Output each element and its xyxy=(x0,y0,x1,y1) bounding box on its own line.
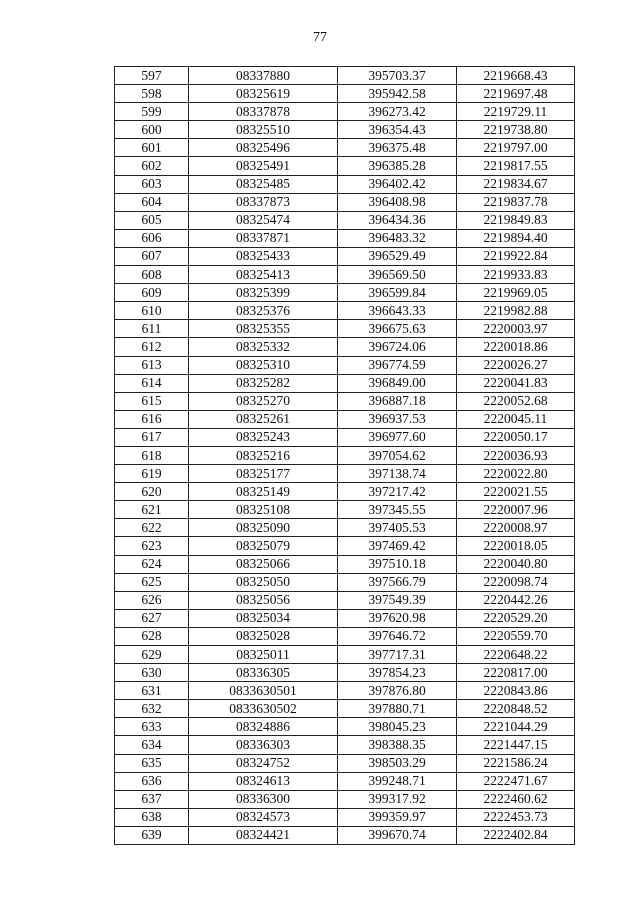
point-id-cell: 08337880 xyxy=(189,67,338,85)
point-id-cell: 08336305 xyxy=(189,664,338,682)
point-id-cell: 08325474 xyxy=(189,211,338,229)
x-coordinate-cell: 397549.39 xyxy=(338,591,457,609)
table-row xyxy=(115,700,575,718)
table-row xyxy=(115,193,575,211)
point-id-cell: 08325332 xyxy=(189,338,338,356)
point-id-cell: 08325066 xyxy=(189,555,338,573)
y-coordinate-cell: 2219729.11 xyxy=(457,103,575,121)
y-coordinate-cell: 2221586.24 xyxy=(457,754,575,772)
point-number-cell: 636 xyxy=(115,772,189,790)
point-id-cell: 08325485 xyxy=(189,175,338,193)
point-number-cell: 633 xyxy=(115,718,189,736)
table-row xyxy=(115,591,575,609)
point-id-cell: 08325413 xyxy=(189,266,338,284)
point-number-cell: 626 xyxy=(115,591,189,609)
x-coordinate-cell: 396408.98 xyxy=(338,193,457,211)
point-number-cell: 599 xyxy=(115,103,189,121)
x-coordinate-cell: 399670.74 xyxy=(338,826,457,844)
point-number-cell: 634 xyxy=(115,736,189,754)
x-coordinate-cell: 396675.63 xyxy=(338,320,457,338)
x-coordinate-cell: 396385.28 xyxy=(338,157,457,175)
point-number-cell: 598 xyxy=(115,85,189,103)
table-row xyxy=(115,247,575,265)
y-coordinate-cell: 2222402.84 xyxy=(457,826,575,844)
y-coordinate-cell: 2220040.80 xyxy=(457,555,575,573)
table-row xyxy=(115,501,575,519)
y-coordinate-cell: 2220848.52 xyxy=(457,700,575,718)
point-id-cell: 08325496 xyxy=(189,139,338,157)
point-number-cell: 614 xyxy=(115,374,189,392)
y-coordinate-cell: 2219668.43 xyxy=(457,67,575,85)
x-coordinate-cell: 396375.48 xyxy=(338,139,457,157)
point-id-cell: 08324573 xyxy=(189,808,338,826)
y-coordinate-cell: 2220022.80 xyxy=(457,465,575,483)
table-row xyxy=(115,736,575,754)
table-row xyxy=(115,338,575,356)
y-coordinate-cell: 2219849.83 xyxy=(457,211,575,229)
point-id-cell: 08324752 xyxy=(189,754,338,772)
x-coordinate-cell: 396483.32 xyxy=(338,229,457,247)
y-coordinate-cell: 2220008.97 xyxy=(457,519,575,537)
coordinates-table xyxy=(114,66,575,845)
point-number-cell: 609 xyxy=(115,284,189,302)
table-row xyxy=(115,609,575,627)
point-number-cell: 629 xyxy=(115,646,189,664)
table-row xyxy=(115,754,575,772)
y-coordinate-cell: 2222453.73 xyxy=(457,808,575,826)
x-coordinate-cell: 396849.00 xyxy=(338,374,457,392)
x-coordinate-cell: 397054.62 xyxy=(338,446,457,464)
x-coordinate-cell: 397717.31 xyxy=(338,646,457,664)
table-row xyxy=(115,555,575,573)
y-coordinate-cell: 2219969.05 xyxy=(457,284,575,302)
point-number-cell: 616 xyxy=(115,410,189,428)
table-row xyxy=(115,410,575,428)
table-row xyxy=(115,446,575,464)
table-row xyxy=(115,302,575,320)
x-coordinate-cell: 399359.97 xyxy=(338,808,457,826)
point-number-cell: 611 xyxy=(115,320,189,338)
x-coordinate-cell: 398045.23 xyxy=(338,718,457,736)
y-coordinate-cell: 2220026.27 xyxy=(457,356,575,374)
point-id-cell: 08325108 xyxy=(189,501,338,519)
table-row xyxy=(115,139,575,157)
point-id-cell: 08325261 xyxy=(189,410,338,428)
point-number-cell: 602 xyxy=(115,157,189,175)
point-id-cell: 0833630502 xyxy=(189,700,338,718)
y-coordinate-cell: 2221447.15 xyxy=(457,736,575,754)
x-coordinate-cell: 397405.53 xyxy=(338,519,457,537)
y-coordinate-cell: 2219834.67 xyxy=(457,175,575,193)
table-row xyxy=(115,85,575,103)
table-row xyxy=(115,646,575,664)
x-coordinate-cell: 399317.92 xyxy=(338,790,457,808)
point-id-cell: 08337873 xyxy=(189,193,338,211)
point-number-cell: 632 xyxy=(115,700,189,718)
table-row xyxy=(115,428,575,446)
table-row xyxy=(115,121,575,139)
x-coordinate-cell: 398388.35 xyxy=(338,736,457,754)
page-number: 77 xyxy=(313,30,327,45)
table-row xyxy=(115,519,575,537)
y-coordinate-cell: 2220036.93 xyxy=(457,446,575,464)
y-coordinate-cell: 2219797.00 xyxy=(457,139,575,157)
y-coordinate-cell: 2219817.55 xyxy=(457,157,575,175)
point-id-cell: 08324886 xyxy=(189,718,338,736)
x-coordinate-cell: 395942.58 xyxy=(338,85,457,103)
x-coordinate-cell: 396569.50 xyxy=(338,266,457,284)
x-coordinate-cell: 396937.53 xyxy=(338,410,457,428)
point-number-cell: 618 xyxy=(115,446,189,464)
y-coordinate-cell: 2220098.74 xyxy=(457,573,575,591)
x-coordinate-cell: 397138.74 xyxy=(338,465,457,483)
table-row xyxy=(115,808,575,826)
point-number-cell: 637 xyxy=(115,790,189,808)
point-id-cell: 08325034 xyxy=(189,609,338,627)
point-id-cell: 08325510 xyxy=(189,121,338,139)
point-id-cell: 08325491 xyxy=(189,157,338,175)
y-coordinate-cell: 2220045.11 xyxy=(457,410,575,428)
point-id-cell: 08324613 xyxy=(189,772,338,790)
x-coordinate-cell: 397620.98 xyxy=(338,609,457,627)
y-coordinate-cell: 2219837.78 xyxy=(457,193,575,211)
y-coordinate-cell: 2219894.40 xyxy=(457,229,575,247)
point-number-cell: 623 xyxy=(115,537,189,555)
point-number-cell: 607 xyxy=(115,247,189,265)
x-coordinate-cell: 396887.18 xyxy=(338,392,457,410)
y-coordinate-cell: 2220843.86 xyxy=(457,682,575,700)
point-number-cell: 619 xyxy=(115,465,189,483)
point-id-cell: 08325149 xyxy=(189,483,338,501)
table-row xyxy=(115,229,575,247)
x-coordinate-cell: 395703.37 xyxy=(338,67,457,85)
point-id-cell: 08325050 xyxy=(189,573,338,591)
point-id-cell: 08325243 xyxy=(189,428,338,446)
table-row xyxy=(115,356,575,374)
y-coordinate-cell: 2219933.83 xyxy=(457,266,575,284)
point-number-cell: 635 xyxy=(115,754,189,772)
x-coordinate-cell: 396774.59 xyxy=(338,356,457,374)
x-coordinate-cell: 397217.42 xyxy=(338,483,457,501)
point-number-cell: 630 xyxy=(115,664,189,682)
point-id-cell: 08337878 xyxy=(189,103,338,121)
point-number-cell: 620 xyxy=(115,483,189,501)
x-coordinate-cell: 396643.33 xyxy=(338,302,457,320)
table-row xyxy=(115,465,575,483)
x-coordinate-cell: 397646.72 xyxy=(338,627,457,645)
table-row xyxy=(115,627,575,645)
point-number-cell: 627 xyxy=(115,609,189,627)
y-coordinate-cell: 2220018.86 xyxy=(457,338,575,356)
x-coordinate-cell: 396529.49 xyxy=(338,247,457,265)
table-row xyxy=(115,103,575,121)
point-number-cell: 603 xyxy=(115,175,189,193)
table-row xyxy=(115,483,575,501)
point-number-cell: 625 xyxy=(115,573,189,591)
table-row xyxy=(115,790,575,808)
y-coordinate-cell: 2220559.70 xyxy=(457,627,575,645)
x-coordinate-cell: 396724.06 xyxy=(338,338,457,356)
y-coordinate-cell: 2220018.05 xyxy=(457,537,575,555)
x-coordinate-cell: 397876.80 xyxy=(338,682,457,700)
x-coordinate-cell: 396354.43 xyxy=(338,121,457,139)
table-row xyxy=(115,266,575,284)
table-row xyxy=(115,392,575,410)
point-number-cell: 624 xyxy=(115,555,189,573)
point-id-cell: 08325056 xyxy=(189,591,338,609)
y-coordinate-cell: 2220529.20 xyxy=(457,609,575,627)
table-row xyxy=(115,718,575,736)
table-row xyxy=(115,320,575,338)
table-row xyxy=(115,664,575,682)
table-row xyxy=(115,157,575,175)
y-coordinate-cell: 2221044.29 xyxy=(457,718,575,736)
point-id-cell: 08325090 xyxy=(189,519,338,537)
point-id-cell: 08325310 xyxy=(189,356,338,374)
point-id-cell: 08336303 xyxy=(189,736,338,754)
point-number-cell: 631 xyxy=(115,682,189,700)
x-coordinate-cell: 397345.55 xyxy=(338,501,457,519)
point-number-cell: 608 xyxy=(115,266,189,284)
x-coordinate-cell: 397566.79 xyxy=(338,573,457,591)
table-row xyxy=(115,826,575,844)
point-number-cell: 617 xyxy=(115,428,189,446)
y-coordinate-cell: 2220041.83 xyxy=(457,374,575,392)
point-number-cell: 604 xyxy=(115,193,189,211)
x-coordinate-cell: 396977.60 xyxy=(338,428,457,446)
y-coordinate-cell: 2219922.84 xyxy=(457,247,575,265)
table-row xyxy=(115,284,575,302)
y-coordinate-cell: 2220648.22 xyxy=(457,646,575,664)
y-coordinate-cell: 2222471.67 xyxy=(457,772,575,790)
table-row xyxy=(115,374,575,392)
x-coordinate-cell: 396273.42 xyxy=(338,103,457,121)
point-number-cell: 639 xyxy=(115,826,189,844)
point-id-cell: 08325216 xyxy=(189,446,338,464)
x-coordinate-cell: 397880.71 xyxy=(338,700,457,718)
point-number-cell: 612 xyxy=(115,338,189,356)
point-id-cell: 08325079 xyxy=(189,537,338,555)
x-coordinate-cell: 399248.71 xyxy=(338,772,457,790)
x-coordinate-cell: 396599.84 xyxy=(338,284,457,302)
point-number-cell: 601 xyxy=(115,139,189,157)
table-row xyxy=(115,682,575,700)
table-row xyxy=(115,573,575,591)
point-id-cell: 08325355 xyxy=(189,320,338,338)
y-coordinate-cell: 2219738.80 xyxy=(457,121,575,139)
point-number-cell: 615 xyxy=(115,392,189,410)
point-number-cell: 597 xyxy=(115,67,189,85)
point-number-cell: 600 xyxy=(115,121,189,139)
point-id-cell: 08325177 xyxy=(189,465,338,483)
point-number-cell: 606 xyxy=(115,229,189,247)
y-coordinate-cell: 2220817.00 xyxy=(457,664,575,682)
coordinates-table-body xyxy=(115,67,575,845)
y-coordinate-cell: 2220007.96 xyxy=(457,501,575,519)
y-coordinate-cell: 2220021.55 xyxy=(457,483,575,501)
x-coordinate-cell: 396402.42 xyxy=(338,175,457,193)
y-coordinate-cell: 2220442.26 xyxy=(457,591,575,609)
x-coordinate-cell: 397510.18 xyxy=(338,555,457,573)
point-id-cell: 08336300 xyxy=(189,790,338,808)
point-id-cell: 08325270 xyxy=(189,392,338,410)
point-id-cell: 08325011 xyxy=(189,646,338,664)
point-id-cell: 08337871 xyxy=(189,229,338,247)
point-id-cell: 08325028 xyxy=(189,627,338,645)
x-coordinate-cell: 397854.23 xyxy=(338,664,457,682)
point-id-cell: 08324421 xyxy=(189,826,338,844)
y-coordinate-cell: 2219697.48 xyxy=(457,85,575,103)
point-number-cell: 621 xyxy=(115,501,189,519)
point-number-cell: 610 xyxy=(115,302,189,320)
table-row xyxy=(115,537,575,555)
y-coordinate-cell: 2220052.68 xyxy=(457,392,575,410)
x-coordinate-cell: 398503.29 xyxy=(338,754,457,772)
x-coordinate-cell: 397469.42 xyxy=(338,537,457,555)
point-id-cell: 08325619 xyxy=(189,85,338,103)
point-number-cell: 638 xyxy=(115,808,189,826)
x-coordinate-cell: 396434.36 xyxy=(338,211,457,229)
table-row xyxy=(115,772,575,790)
y-coordinate-cell: 2219982.88 xyxy=(457,302,575,320)
point-id-cell: 08325376 xyxy=(189,302,338,320)
y-coordinate-cell: 2222460.62 xyxy=(457,790,575,808)
y-coordinate-cell: 2220050.17 xyxy=(457,428,575,446)
point-number-cell: 605 xyxy=(115,211,189,229)
point-id-cell: 08325399 xyxy=(189,284,338,302)
y-coordinate-cell: 2220003.97 xyxy=(457,320,575,338)
point-number-cell: 613 xyxy=(115,356,189,374)
point-id-cell: 08325433 xyxy=(189,247,338,265)
point-number-cell: 628 xyxy=(115,627,189,645)
table-row xyxy=(115,175,575,193)
point-id-cell: 0833630501 xyxy=(189,682,338,700)
point-id-cell: 08325282 xyxy=(189,374,338,392)
point-number-cell: 622 xyxy=(115,519,189,537)
table-row xyxy=(115,67,575,85)
table-row xyxy=(115,211,575,229)
